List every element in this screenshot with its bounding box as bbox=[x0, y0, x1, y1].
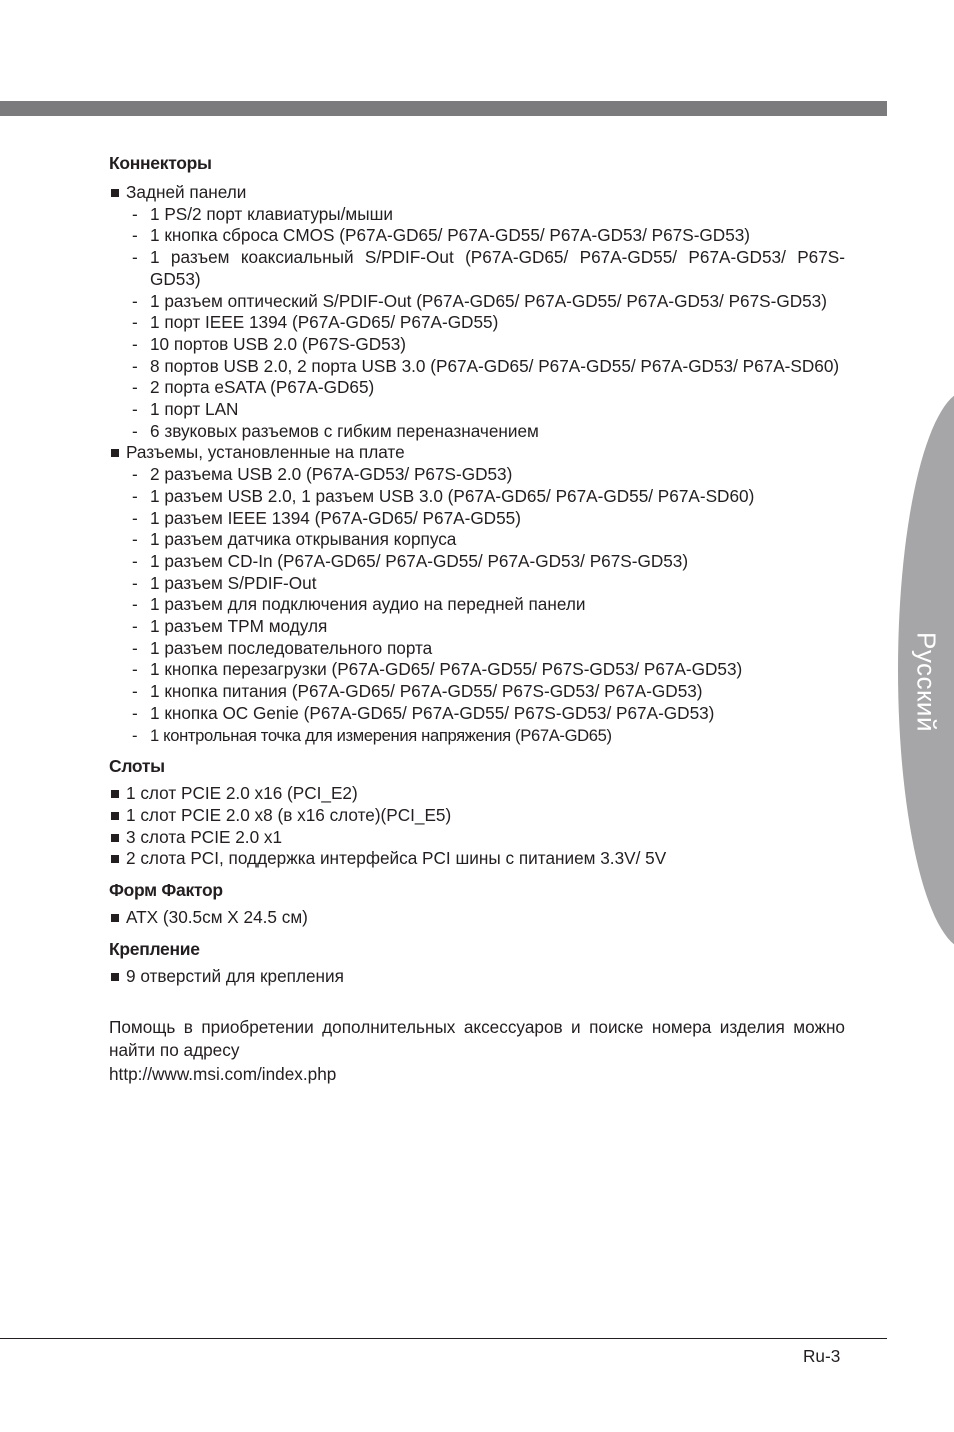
list-item: - 1 кнопка сброса CMOS (P67A-GD65/ P67A-GD55/ P67A-GD53/ P67S-GD53) bbox=[109, 225, 845, 247]
bullet-rear-panel: Задней панели bbox=[109, 182, 845, 204]
list-item: - 1 разъем USB 2.0, 1 разъем USB 3.0 (P67A-GD65/ P67A-GD55/ P67A-SD60) bbox=[109, 486, 845, 508]
spec-content bbox=[109, 153, 845, 1085]
list-item: 2 слота PCI, поддержка интерфейса PCI шины с питанием 3.3V/ 5V bbox=[109, 848, 845, 870]
list-item: 1 слот PCIE 2.0 x16 (PCI_E2) bbox=[109, 783, 845, 805]
list-item: - 8 портов USB 2.0, 2 порта USB 3.0 (P67A-GD65/ P67A-GD55/ P67A-GD53/ P67A-SD60) bbox=[109, 356, 845, 378]
header-bar bbox=[0, 101, 887, 116]
help-url-link[interactable]: http://www.msi.com/index.php bbox=[109, 1063, 337, 1084]
list-item: - 1 порт LAN bbox=[109, 399, 845, 421]
section-mounting bbox=[109, 939, 845, 988]
section-title-mounting: Крепление bbox=[109, 938, 200, 959]
section-form-factor bbox=[109, 880, 845, 929]
page-number: Ru-3 bbox=[803, 1346, 841, 1366]
list-item: - 1 разъем TPM модуля bbox=[109, 616, 845, 638]
list-item: 9 отверстий для крепления bbox=[109, 966, 845, 988]
list-item: - 1 разъем последовательного порта bbox=[109, 638, 845, 660]
footer-rule bbox=[0, 1338, 887, 1339]
list-item: - 1 PS/2 порт клавиатуры/мыши bbox=[109, 204, 845, 226]
list-item: - 1 разъем коаксиальный S/PDIF-Out (P67A-GD65/ P67A-GD55/ P67A-GD53/ P67S-GD53) bbox=[109, 247, 845, 290]
language-tab-label: Русский bbox=[911, 632, 942, 732]
list-item: - 1 контрольная точка для измерения напряжения (P67A-GD65) bbox=[109, 725, 845, 747]
list-item: - 10 портов USB 2.0 (P67S-GD53) bbox=[109, 334, 845, 356]
list-item: - 1 разъем датчика открывания корпуса bbox=[109, 529, 845, 551]
list-item: - 1 кнопка перезагрузки (P67A-GD65/ P67A-GD55/ P67S-GD53/ P67A-GD53) bbox=[109, 659, 845, 681]
section-connectors bbox=[109, 153, 845, 746]
section-title-form-factor: Форм Фактор bbox=[109, 880, 223, 901]
list-item: - 1 разъем S/PDIF-Out bbox=[109, 573, 845, 595]
section-title-slots: Слоты bbox=[109, 756, 165, 777]
list-item: - 2 разъема USB 2.0 (P67A-GD53/ P67S-GD53) bbox=[109, 464, 845, 486]
section-title-connectors: Коннекторы bbox=[109, 153, 212, 173]
list-item: - 1 разъем для подключения аудио на передней панели bbox=[109, 594, 845, 616]
list-item: 1 слот PCIE 2.0 x8 (в x16 слоте)(PCI_E5) bbox=[109, 805, 845, 827]
list-item: - 6 звуковых разъемов с гибким переназначением bbox=[109, 421, 845, 443]
list-item: - 1 порт IEEE 1394 (P67A-GD65/ P67A-GD55) bbox=[109, 312, 845, 334]
list-item: - 1 кнопка питания (P67A-GD65/ P67A-GD55/ P67S-GD53/ P67A-GD53) bbox=[109, 681, 845, 703]
list-item: - 1 кнопка OC Genie (P67A-GD65/ P67A-GD55/ P67S-GD53/ P67A-GD53) bbox=[109, 703, 845, 725]
list-item: - 1 разъем IEEE 1394 (P67A-GD65/ P67A-GD55) bbox=[109, 508, 845, 530]
list-item: 3 слота PCIE 2.0 x1 bbox=[109, 827, 845, 849]
list-item: ATX (30.5см X 24.5 см) bbox=[109, 907, 845, 929]
section-slots bbox=[109, 756, 845, 870]
help-text: Помощь в приобретении дополнительных аксессуаров и поиске номера изделия можно найти по адресу bbox=[109, 1016, 845, 1060]
bullet-onboard: Разъемы, установленные на плате bbox=[109, 442, 845, 464]
list-item: - 1 разъем оптический S/PDIF-Out (P67A-GD65/ P67A-GD55/ P67A-GD53/ P67S-GD53) bbox=[109, 291, 845, 313]
list-item: - 1 разъем CD-In (P67A-GD65/ P67A-GD55/ P67A-GD53/ P67S-GD53) bbox=[109, 551, 845, 573]
list-item: - 2 порта eSATA (P67A-GD65) bbox=[109, 377, 845, 399]
